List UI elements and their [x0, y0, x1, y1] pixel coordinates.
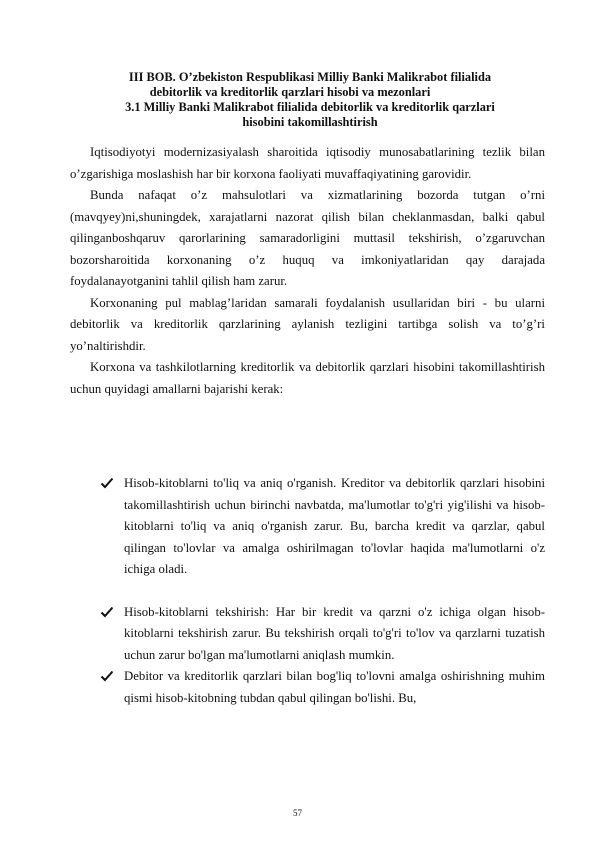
section-title-line-1: 3.1 Milliy Banki Malikrabot filialida debitorlik va kreditorlik qarzlari [125, 100, 495, 114]
list-item [100, 602, 545, 667]
paragraph: Korxonaning pul mablag’laridan samarali foydalanish usullaridan biri - bu ularni debitorlik va kreditorlik qarzlarining aylanish tezligini tartibga solish va to’g’ri yo’naltirishdir. [70, 295, 545, 353]
paragraph: Korxona va tashkilotlarning kreditorlik va debitorlik qarzlari hisobini takomillashtirish uchun quyidagi amallarni bajarishi kerak: [70, 360, 545, 396]
bullet-list [100, 473, 545, 709]
checkmark-icon [100, 605, 114, 619]
checkmark-icon [100, 669, 114, 683]
chapter-heading [60, 70, 560, 130]
list-item [100, 473, 545, 581]
section-title-line-2: hisobini takomillashtirish [242, 115, 378, 129]
list-item [100, 666, 545, 709]
list-item-text: Debitor va kreditorlik qarzlari bilan bog'liq to'lovni amalga oshirishning muhim qismi hisob-kitobning tubdan qabul qilingan bo'lishi. Bu, [124, 669, 545, 705]
chapter-title-line-2: debitorlik va kreditorlik qarzlari hisobi va mezonlari [149, 85, 431, 99]
list-item-text: Hisob-kitoblarni to'liq va aniq o'rganish. Kreditor va debitorlik qarzlari hisobini takomillashtirish uchun birinchi navbatda, ma'lumotlar to'g'ri yig'ilishi va hisob-kitoblarni to'liq va aniq o'rganish zarur. Bu, barcha kredit va qarzlar, qabul qilingan to'lovlar va amalga oshirilmagan to'lovlar haqida ma'lumotlarni o'z ichiga oladi. [124, 476, 545, 576]
checkmark-icon [100, 476, 114, 490]
chapter-title-line-1: III BOB. O’zbekiston Respublikasi Milliy Banki Malikrabot filialida [128, 70, 492, 84]
list-item-text: Hisob-kitoblarni tekshirish: Har bir kredit va qarzni o'z ichiga olgan hisob-kitoblarni tekshirish zarur. Bu tekshirish orqali to'g'ri to'lov va qarzlarni tuzatish uchun zarur bo'lgan ma'lumotlarni aniqlash mumkin. [124, 604, 545, 662]
page-number: 57 [293, 808, 302, 818]
body-text [70, 142, 545, 400]
paragraph: Iqtisodiyotyi modernizasiyalash sharoitida iqtisodiy munosabatlarining tezlik bilan o’zgarishiga moslashish har bir korxona faoliyati muvaffaqiyatining garovidir. [70, 145, 545, 181]
paragraph: Bunda nafaqat o’z mahsulotlari va xizmatlarining bozorda tutgan o’rni (mavqyey)ni,shuningdek, xarajatlarni nazorat qilish bilan cheklanmasdan, balki qabul qilinganboshqaruv qarorlarining samaradorligini muttasil tekshirish, o’zgaruvchan bozorsharoitida korxonaning o’z huquq va imkoniyatlaridan qay darajada foydalanayotganini tahlil qilish ham zarur. [70, 188, 545, 288]
